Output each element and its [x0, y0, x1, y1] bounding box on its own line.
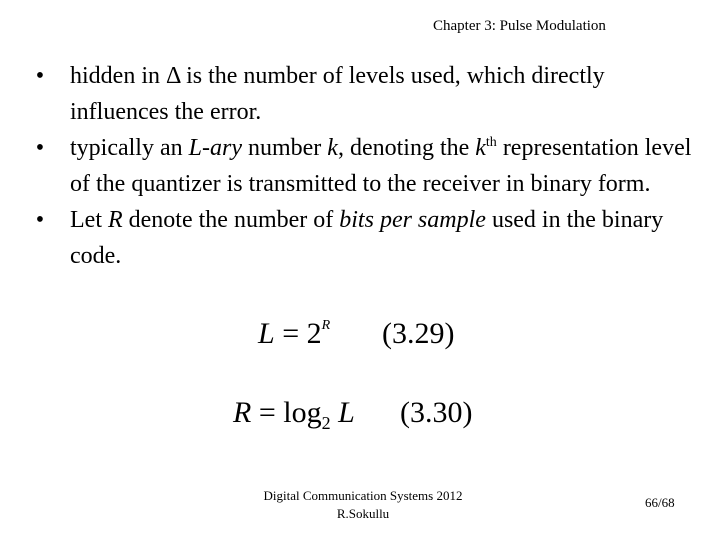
bullet-text: typically an: [70, 135, 189, 161]
footer-author: R.Sokullu: [336, 506, 390, 521]
bullet-text: used in the binary code.: [70, 207, 664, 269]
bullet-text: hidden in Δ is the number of levels used, which directly influences the error.: [70, 63, 605, 125]
bullet-emphasis: L-ary: [188, 135, 242, 161]
equation-lhs: L: [258, 317, 275, 350]
equation-3-30: [233, 396, 473, 433]
equation-rhs: L: [338, 396, 355, 429]
bullet-emphasis: R: [107, 207, 123, 233]
slide-header: Chapter 3: Pulse Modulation: [433, 18, 606, 34]
bullet-marker: •: [35, 135, 45, 161]
equation-number: (3.30): [400, 396, 473, 429]
page-number: 66/68: [645, 495, 675, 510]
bullet-emphasis: k: [327, 135, 338, 161]
bullet-list: [30, 58, 700, 274]
equation-number: (3.29): [382, 317, 455, 350]
bullet-item: [30, 58, 700, 130]
equation-3-29: [258, 317, 455, 351]
bullet-item: [30, 130, 700, 202]
bullet-text: , denoting the: [337, 135, 476, 161]
bullet-text: denote the number of: [122, 207, 340, 233]
equation-exponent: R: [321, 318, 331, 333]
bullet-marker: •: [35, 207, 45, 233]
equation-operator: = 2: [274, 317, 322, 350]
superscript-th: th: [485, 135, 497, 150]
bullet-item: [30, 202, 700, 274]
bullet-text: number: [241, 135, 328, 161]
footer-course: Digital Communication Systems 2012: [263, 488, 463, 503]
bullet-emphasis: k: [475, 135, 486, 161]
bullet-emphasis: bits per sample: [339, 207, 486, 233]
footer-credit: [238, 487, 488, 523]
equation-operator: = log: [251, 396, 322, 429]
equation-subscript: 2: [321, 413, 331, 433]
bullet-text: representation level of the quantizer is transmitted to the receiver in binary form.: [70, 135, 692, 197]
bullet-marker: •: [35, 63, 45, 89]
bullet-text: Let: [70, 207, 108, 233]
equation-lhs: R: [233, 396, 252, 429]
